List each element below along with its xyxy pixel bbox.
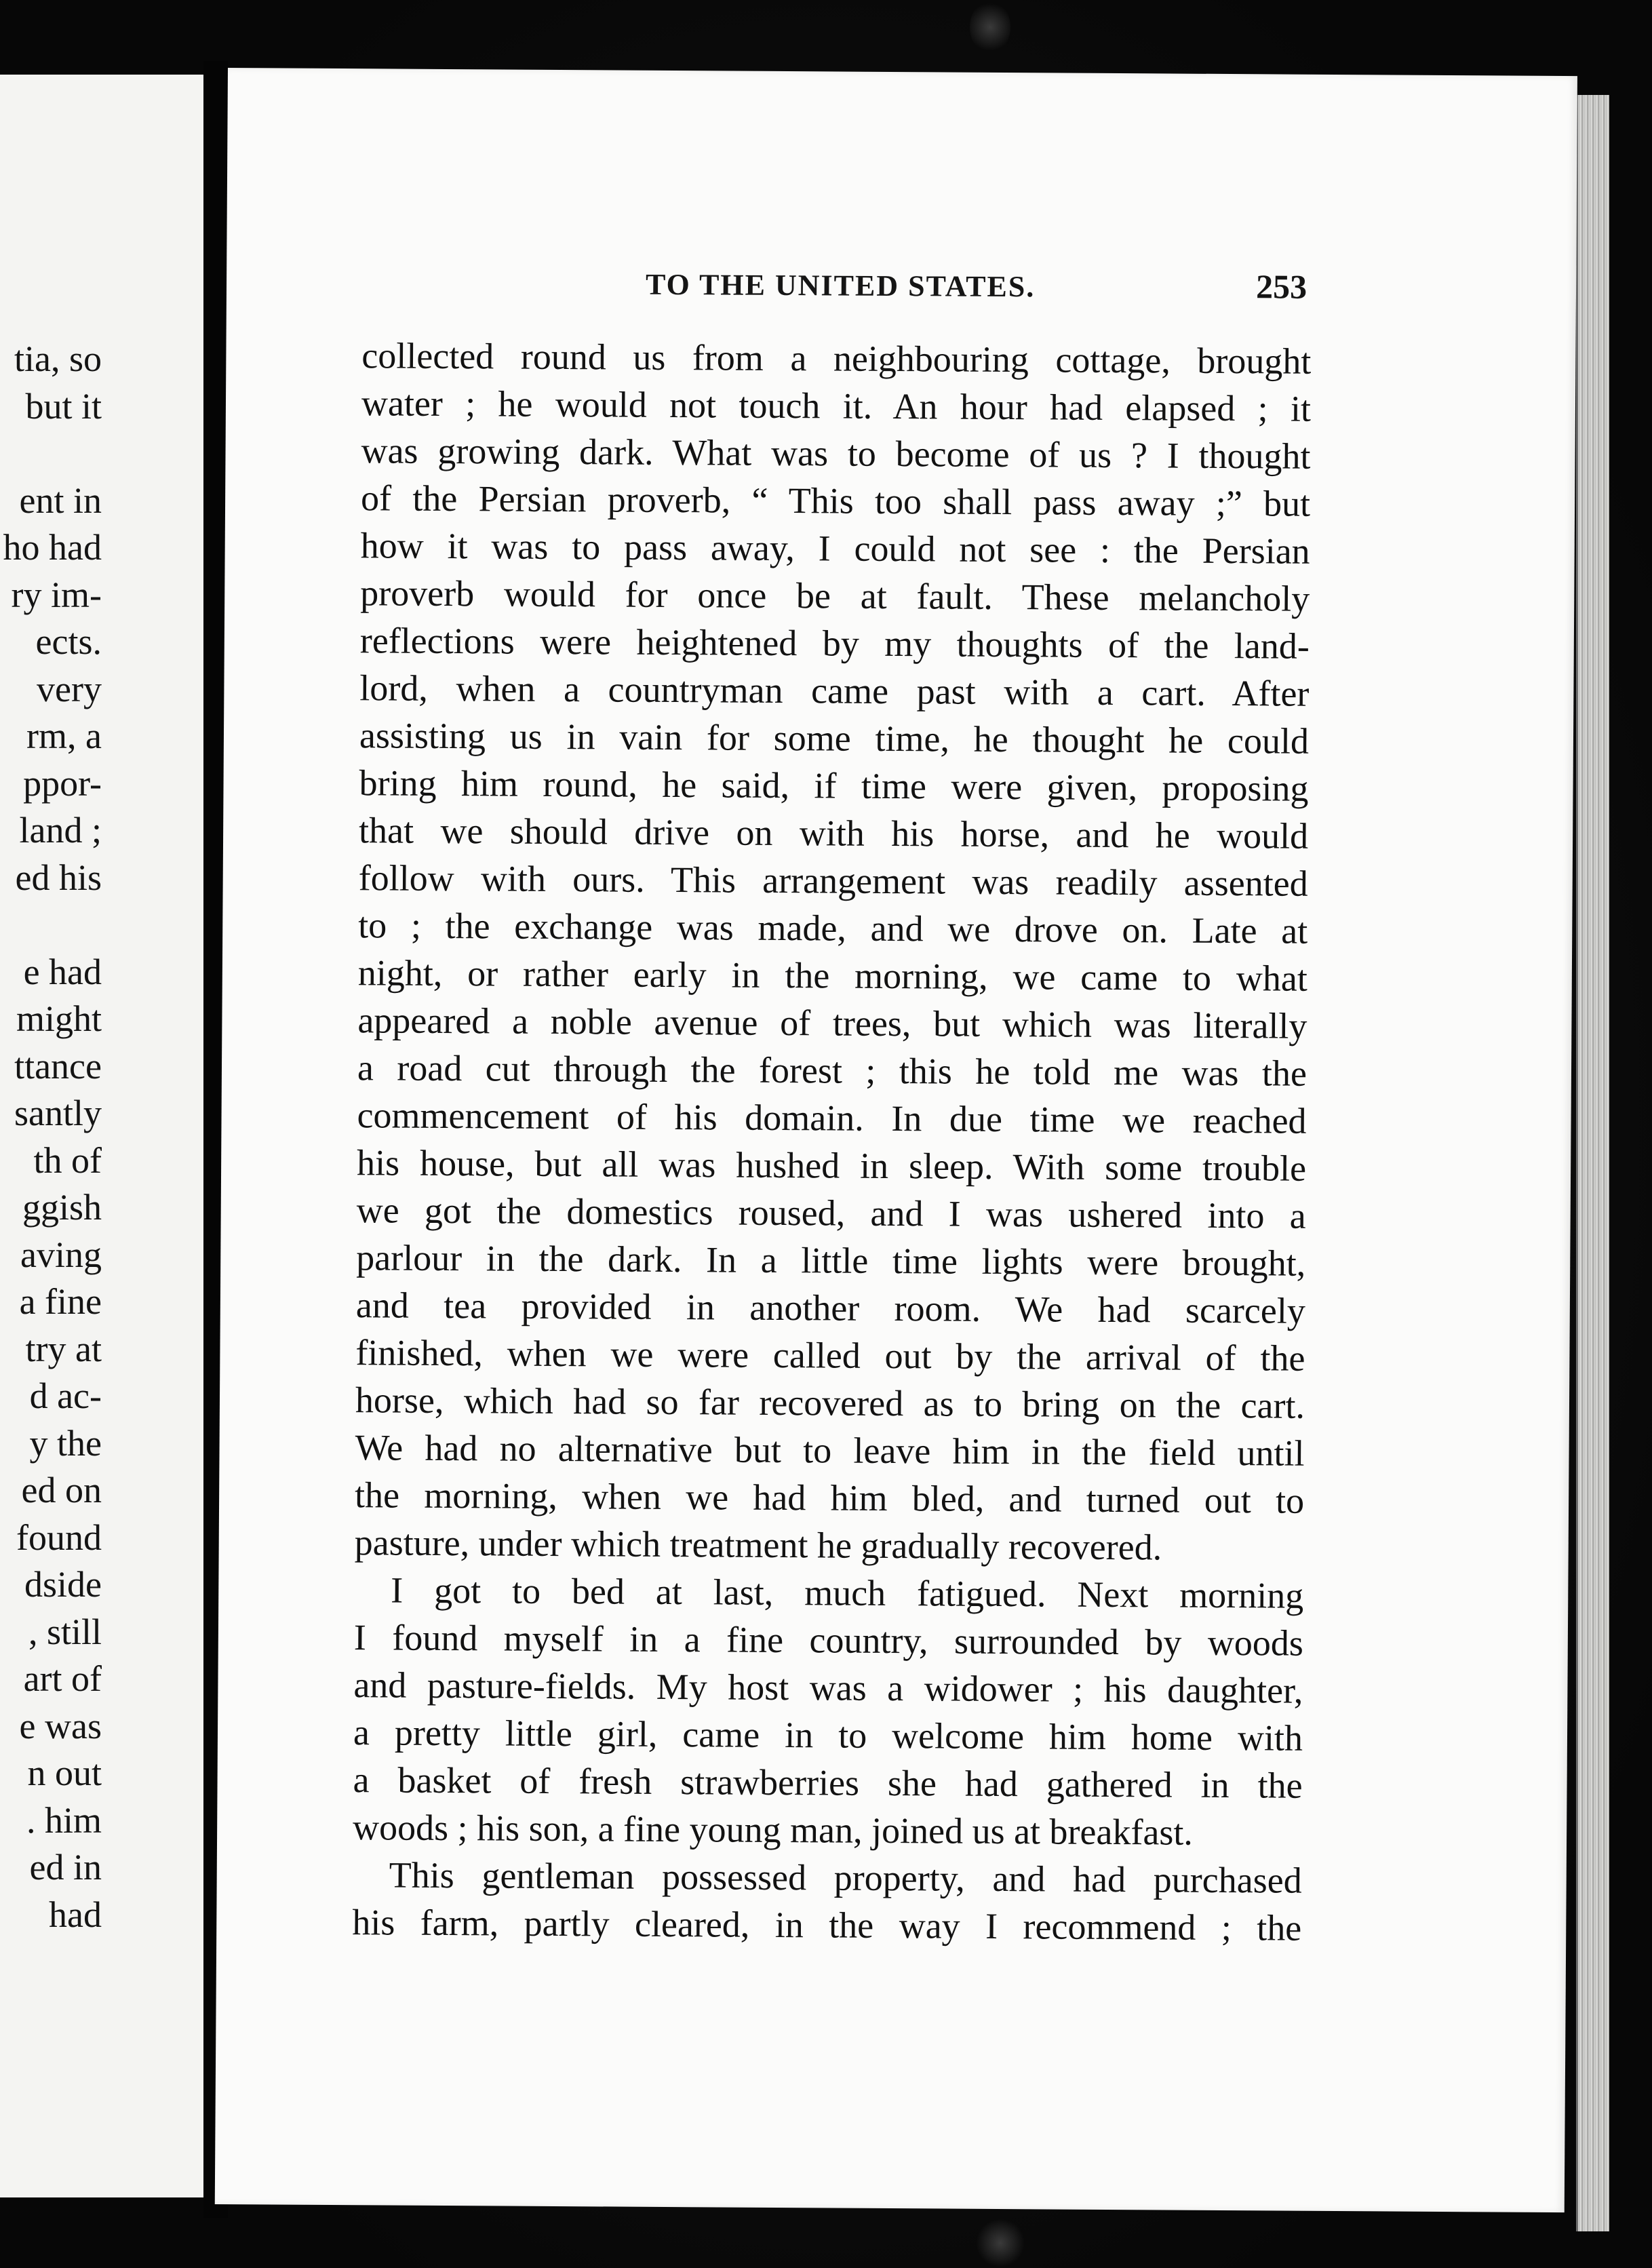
page-header xyxy=(227,265,1576,327)
page-edges xyxy=(1576,95,1609,2231)
previous-page-line: art of xyxy=(23,1658,102,1699)
text-line: and pasture-fields. My host was a widower ; his daughter, xyxy=(353,1664,1303,1711)
text-line: horse, which had so far recovered as to bring on the cart. xyxy=(355,1380,1305,1426)
scan-artifact xyxy=(977,2218,1024,2268)
previous-page-line: n out xyxy=(27,1753,102,1793)
text-line: I found myself in a fine country, surrounded by woods xyxy=(353,1617,1304,1664)
text-line: appeared a noble avenue of trees, but which was literally xyxy=(357,1000,1307,1047)
text-line: I got to bed at last, much fatigued. Next morning xyxy=(391,1569,1304,1616)
previous-page-line: try at xyxy=(25,1328,102,1369)
text-line: water ; he would not touch it. An hour had elapsed ; it xyxy=(361,383,1312,429)
text-line: we got the domestics roused, and I was ushered into a xyxy=(356,1190,1306,1236)
running-head: TO THE UNITED STATES. xyxy=(645,267,1036,304)
text-line: the morning, when we had him bled, and turned out to xyxy=(354,1474,1305,1521)
previous-page-line: y the xyxy=(29,1422,102,1464)
text-line: his house, but all was hushed in sleep. With some trouble xyxy=(356,1142,1307,1189)
previous-page-line: ed on xyxy=(21,1470,102,1510)
previous-page-line: but it xyxy=(25,385,102,427)
text-line: This gentleman possessed property, and had purchased xyxy=(389,1854,1302,1901)
previous-page-line: aving xyxy=(20,1234,102,1275)
previous-page-line: ggish xyxy=(22,1187,102,1228)
previous-page-line: might xyxy=(16,998,102,1039)
previous-page-line: ects. xyxy=(35,621,102,662)
previous-page-line: ho had xyxy=(3,527,102,568)
text-line: of the Persian proverb, “ This too shall pass away ;” but xyxy=(360,477,1311,524)
text-line: parlour in the dark. In a little time lights were brought, xyxy=(356,1237,1306,1284)
previous-page-line: rm, a xyxy=(26,716,102,756)
previous-page-line: a fine xyxy=(19,1281,102,1322)
text-line: a road cut through the forest ; this he told me was the xyxy=(357,1047,1307,1094)
previous-page-line: found xyxy=(16,1517,102,1558)
previous-page-line: very xyxy=(37,668,102,709)
text-line: assisting us in vain for some time, he thought he could xyxy=(359,715,1310,762)
previous-page-line: ry im- xyxy=(11,574,102,615)
text-line: bring him round, he said, if time were given, proposing xyxy=(359,762,1309,809)
previous-page-line: had xyxy=(49,1894,102,1935)
text-line: a pretty little girl, came in to welcome him home with xyxy=(353,1712,1303,1759)
text-line: reflections were heightened by my thoughts of the land- xyxy=(359,620,1310,667)
previous-page-line: , still xyxy=(28,1611,102,1652)
text-line: a basket of fresh strawberries she had gathered in the xyxy=(353,1759,1303,1806)
page-number: 253 xyxy=(1255,267,1307,306)
text-line: to ; the exchange was made, and we drove on. Late at xyxy=(358,905,1308,952)
previous-page-line: e had xyxy=(23,951,102,992)
text-line: collected round us from a neighbouring cottage, brought xyxy=(361,335,1312,382)
text-line: finished, when we were called out by the arrival of the xyxy=(355,1332,1305,1379)
scan-artifact xyxy=(970,0,1010,54)
previous-page-line: dside xyxy=(24,1564,102,1605)
text-line: pasture, under which treatment he gradually recovered. xyxy=(354,1522,1162,1568)
previous-page-edge xyxy=(0,75,203,2197)
text-line: and tea provided in another room. We had scarcely xyxy=(355,1285,1306,1331)
text-line: his farm, partly cleared, in the way I recommend ; the xyxy=(352,1902,1302,1949)
previous-page-line: tia, so xyxy=(14,338,102,379)
text-line: We had no alternative but to leave him in the field until xyxy=(355,1427,1305,1474)
text-line: follow with ours. This arrangement was readily assented xyxy=(358,857,1308,904)
previous-page-line: ed his xyxy=(15,857,102,898)
previous-page-line: ed in xyxy=(29,1847,102,1888)
previous-page-line: . him xyxy=(26,1799,102,1841)
previous-page-line: santly xyxy=(14,1093,102,1133)
book-page xyxy=(215,68,1577,2212)
previous-page-line: e was xyxy=(19,1705,102,1746)
text-line: that we should drive on with his horse, and he would xyxy=(358,810,1309,857)
previous-page-line: land ; xyxy=(19,810,102,850)
text-line: was growing dark. What was to become of us ? I thought xyxy=(361,430,1311,477)
previous-page-line: ent in xyxy=(19,480,102,521)
previous-page-line: d ac- xyxy=(29,1375,102,1416)
text-line: night, or rather early in the morning, we came to what xyxy=(357,952,1308,999)
text-line: proverb would for once be at fault. These melancholy xyxy=(360,572,1310,619)
text-line: how it was to pass away, I could not see : the Persian xyxy=(360,525,1310,572)
previous-page-line: ppor- xyxy=(23,762,102,804)
previous-page-line: ttance xyxy=(14,1045,102,1087)
text-line: commencement of his domain. In due time we reached xyxy=(357,1095,1307,1141)
text-line: lord, when a countryman came past with a cart. After xyxy=(359,667,1310,714)
text-line: woods ; his son, a fine young man, joined us at breakfast. xyxy=(352,1807,1194,1853)
body-text xyxy=(352,332,1312,1952)
previous-page-line: th of xyxy=(33,1139,102,1181)
